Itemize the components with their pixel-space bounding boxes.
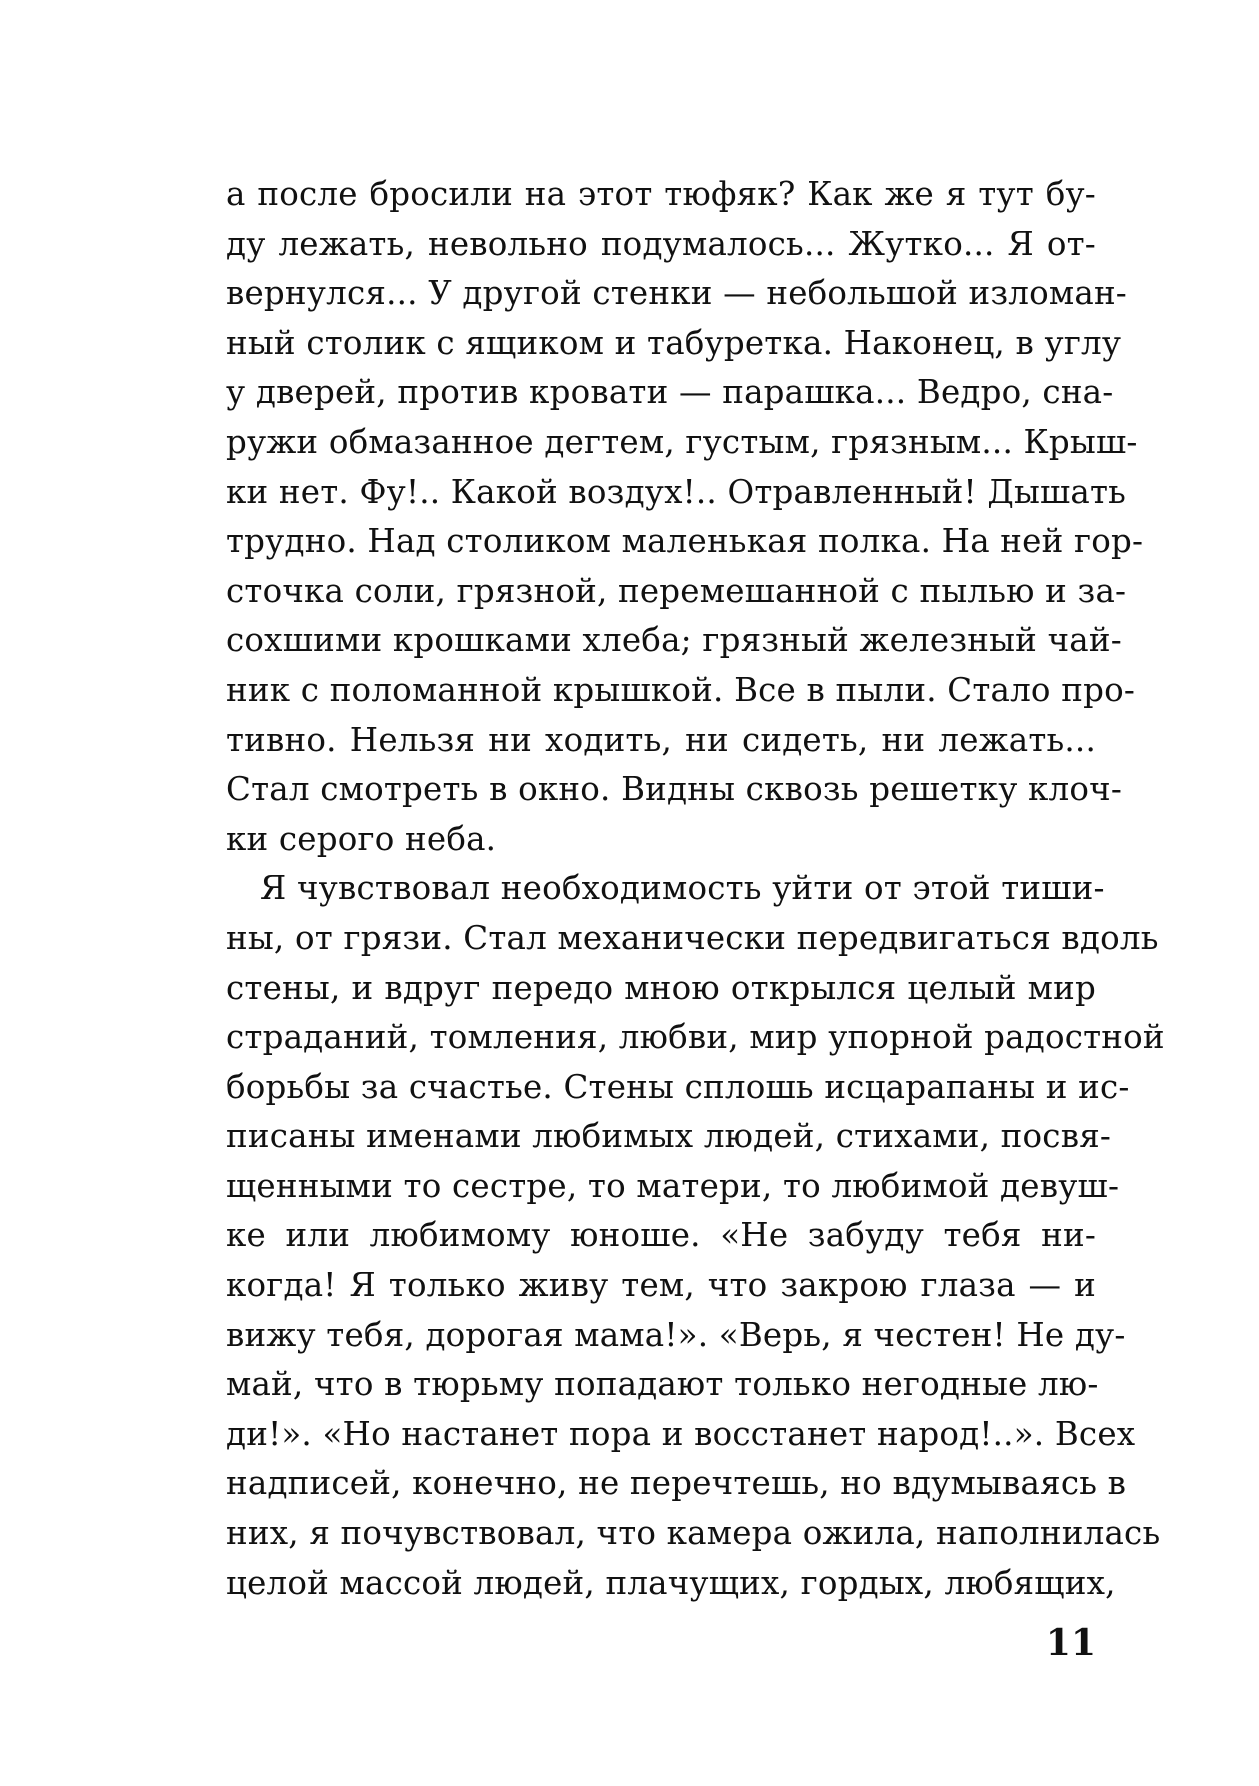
text-line: Я чувствовал необходимость уйти от этой тиши-: [260, 869, 1105, 908]
text-line: надписей, конечно, не перечтешь, но вдумываясь в: [226, 1464, 1127, 1503]
text-line: ду лежать, невольно подумалось... Жутко... Я от-: [226, 224, 1096, 263]
text-line: вижу тебя, дорогая мама!». «Верь, я честен! Не ду-: [226, 1315, 1126, 1354]
text-line: борьбы за счастье. Стены сплошь исцарапаны и ис-: [226, 1067, 1130, 1106]
text-line: щенными то сестре, то матери, то любимой девуш-: [226, 1166, 1120, 1205]
text-line: ке или любимому юноше. «Не забуду тебя ни-: [226, 1216, 1096, 1255]
text-line: тивно. Нельзя ни ходить, ни сидеть, ни лежать...: [226, 720, 1096, 759]
text-line: май, что в тюрьму попадают только негодные лю-: [226, 1365, 1099, 1404]
text-line: писаны именами любимых людей, стихами, посвя-: [226, 1117, 1112, 1156]
text-line: стены, и вдруг передо мною открылся целый мир: [226, 968, 1096, 1007]
text-line: а после бросили на этот тюфяк? Как же я тут бу-: [226, 175, 1096, 213]
paragraph-2: [226, 864, 1165, 1608]
body-text: [226, 170, 1165, 1608]
text-line: них, я почувствовал, что камера ожила, наполнилась: [226, 1514, 1161, 1553]
text-line: сохшими крошками хлеба; грязный железный чай-: [226, 621, 1122, 660]
text-line: ный столик с ящиком и табуретка. Наконец, в углу: [226, 323, 1122, 362]
text-line: Стал смотреть в окно. Видны сквозь решетку клоч-: [226, 770, 1123, 809]
paragraph-1: [226, 170, 1144, 864]
text-line: вернулся... У другой стенки — небольшой изломан-: [226, 274, 1127, 313]
text-line: когда! Я только живу тем, что закрою глаза — и: [226, 1266, 1096, 1305]
text-line: трудно. Над столиком маленькая полка. На ней гор-: [226, 522, 1144, 561]
text-line: ны, от грязи. Стал механически передвигаться вдоль: [226, 918, 1159, 957]
text-line: ружи обмазанное дегтем, густым, грязным... Крыш-: [226, 422, 1138, 461]
page-number: 11: [1045, 1622, 1096, 1664]
text-line: ди!». «Но настанет пора и восстанет народ!..». Всех: [226, 1414, 1136, 1453]
text-line: у дверей, против кровати — парашка... Ведро, сна-: [226, 373, 1114, 412]
text-line: ки серого неба.: [226, 819, 497, 858]
text-line: ки нет. Фу!.. Какой воздух!.. Отравленный! Дышать: [226, 472, 1127, 511]
text-line: страданий, томления, любви, мир упорной радостной: [226, 1018, 1165, 1057]
text-line: целой массой людей, плачущих, гордых, любящих,: [226, 1563, 1116, 1602]
text-line: сточка соли, грязной, перемешанной с пылью и за-: [226, 571, 1127, 610]
text-line: ник с поломанной крышкой. Все в пыли. Стало про-: [226, 670, 1136, 709]
